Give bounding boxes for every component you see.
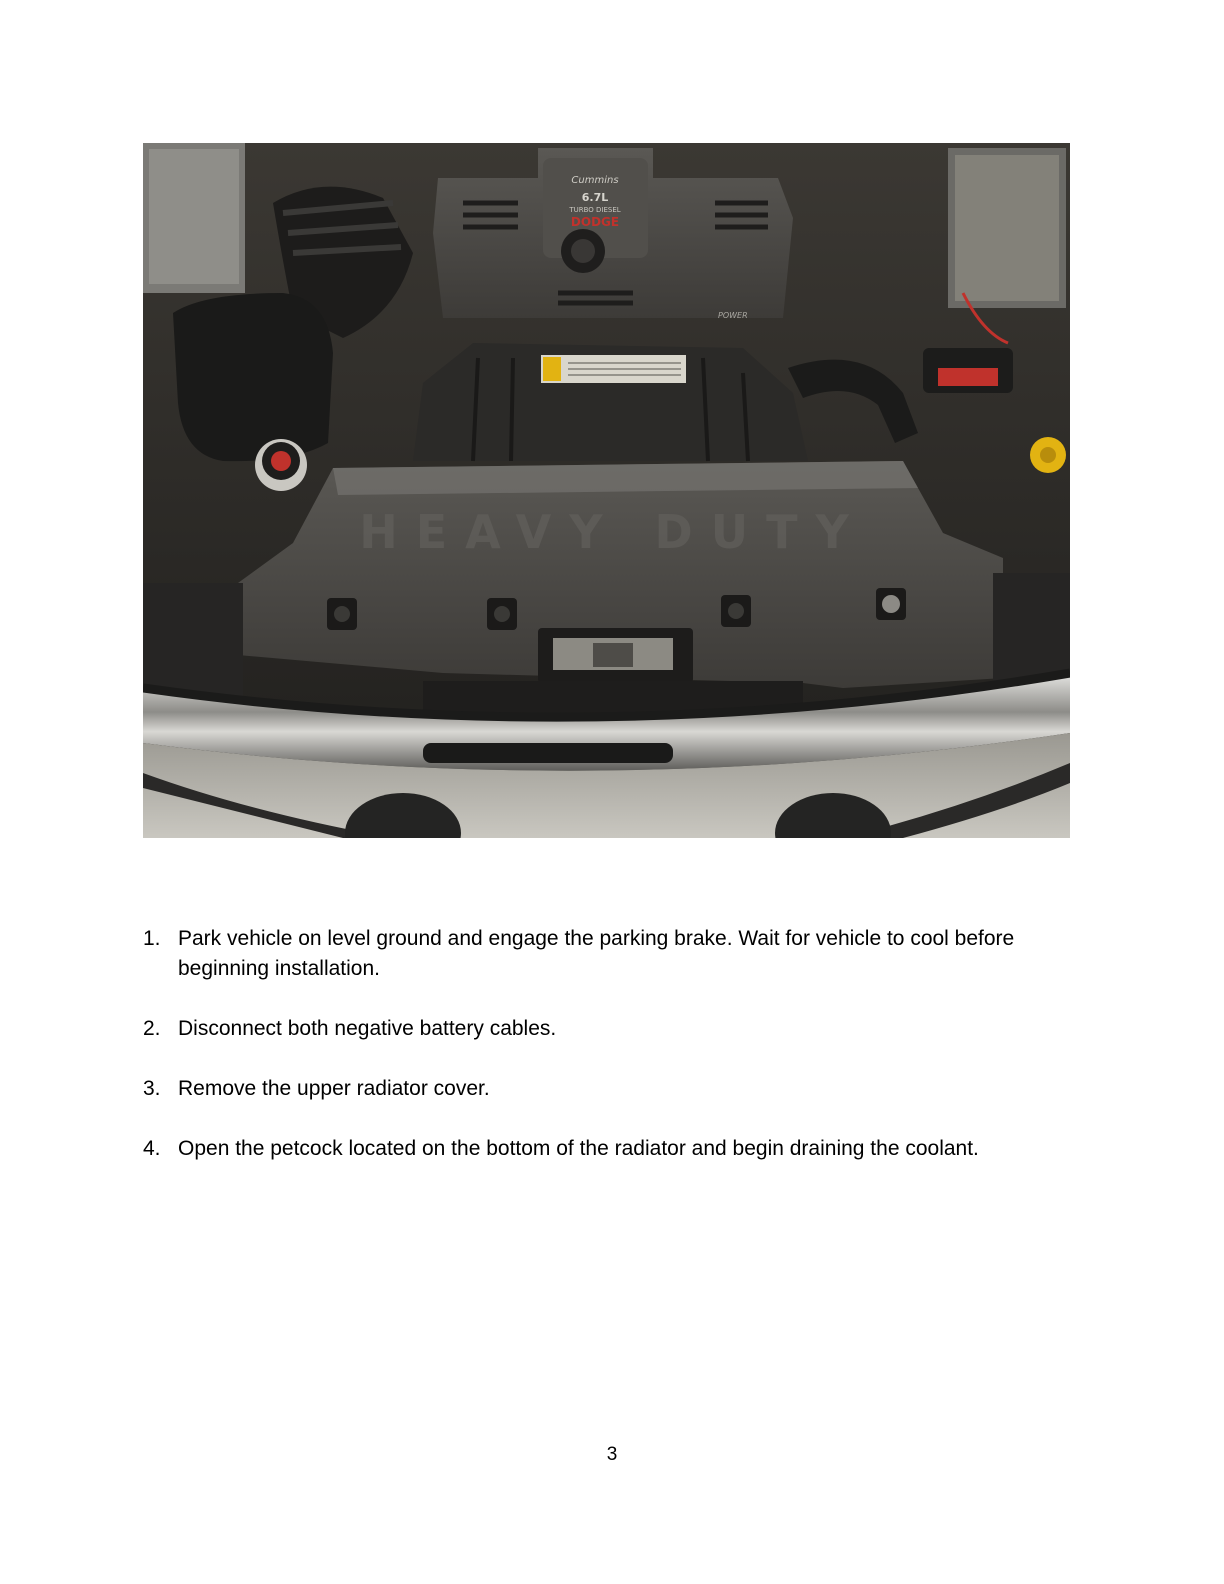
step-number: 3.: [143, 1077, 161, 1100]
step-number: 2.: [143, 1017, 161, 1040]
step-text: Remove the upper radiator cover.: [178, 1077, 490, 1100]
engine-bay-illustration: [143, 143, 1070, 838]
step-text: Park vehicle on level ground and engage the parking brake. Wait for vehicle to cool before beginning installation.: [178, 927, 1015, 980]
step-item: [143, 924, 1073, 984]
badge-type-text: TURBO DIESEL: [569, 206, 621, 214]
step-number: 1.: [143, 927, 161, 950]
badge-brand-text: Cummins: [571, 175, 619, 186]
coolant-reservoir: [173, 293, 333, 461]
step-text: Disconnect both negative battery cables.: [178, 1017, 557, 1040]
installation-steps: [143, 924, 1073, 1194]
cover-embossed-text: HEAVY DUTY: [359, 505, 867, 559]
step-item: [143, 1134, 1073, 1164]
step-item: [143, 1014, 1073, 1044]
cover-side-text: POWER: [718, 311, 748, 320]
page-number: 3: [606, 1444, 618, 1465]
step-text: Open the petcock located on the bottom of the radiator and begin draining the coolant.: [178, 1137, 979, 1160]
badge-make-text: DODGE: [570, 215, 620, 229]
step-number: 4.: [143, 1137, 161, 1160]
badge-size-text: 6.7L: [581, 191, 609, 204]
engine-bay-photo: [143, 143, 1070, 838]
step-item: [143, 1074, 1073, 1104]
